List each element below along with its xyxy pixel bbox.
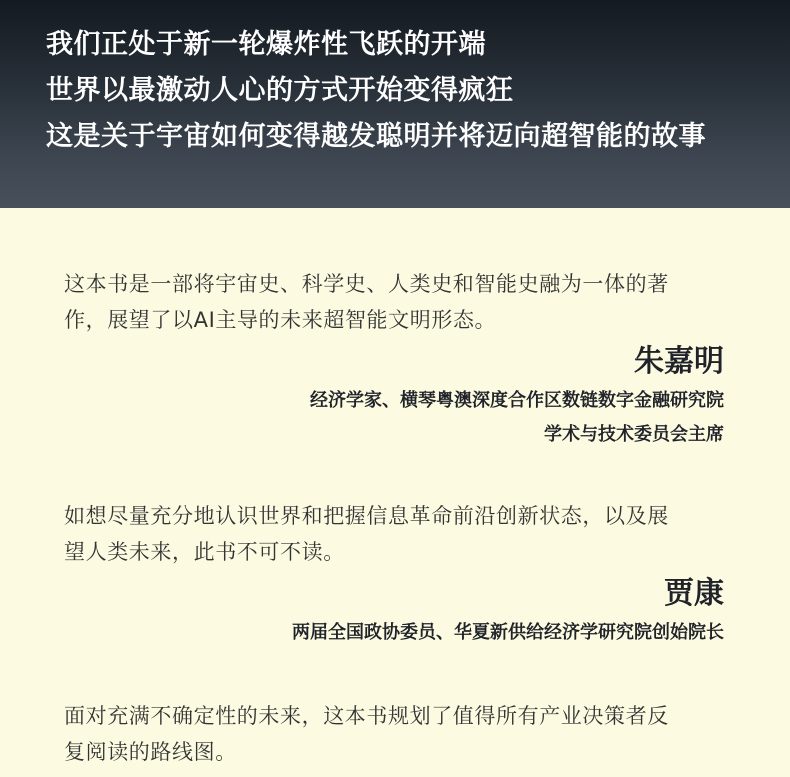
- endorsement-author: 贾康: [664, 576, 724, 611]
- header-banner: [0, 0, 790, 208]
- endorsement-1: [64, 266, 724, 452]
- endorsements-section: [0, 208, 790, 770]
- endorsement-role: 两届全国政协委员、华夏新供给经济学研究院创始院长: [292, 622, 724, 643]
- quote-line: 如想尽量充分地认识世界和把握信息革命前沿创新状态，以及展: [64, 504, 669, 528]
- quote-line: 这本书是一部将宇宙史、科学史、人类史和智能史融为一体的著: [64, 272, 669, 296]
- quote-line: 望人类未来，此书不可不读。: [64, 540, 345, 564]
- header-line-1: 我们正处于新一轮爆炸性飞跃的开端: [46, 29, 486, 60]
- endorsement-author: 朱嘉明: [634, 344, 724, 379]
- quote-line: 复阅读的路线图。: [64, 740, 237, 764]
- quote-line: 面对充满不确定性的未来，这本书规划了值得所有产业决策者反: [64, 704, 669, 728]
- endorsement-2: [64, 498, 724, 650]
- endorsement-role: 经济学家、横琴粤澳深度合作区数链数字金融研究院: [310, 390, 724, 411]
- header-line-3: 这是关于宇宙如何变得越发聪明并将迈向超智能的故事: [46, 121, 706, 152]
- endorsement-quote: [64, 498, 724, 570]
- endorsement-role: 学术与技术委员会主席: [544, 424, 724, 445]
- header-line-2: 世界以最激动人心的方式开始变得疯狂: [46, 75, 514, 106]
- endorsement-quote: [64, 698, 724, 770]
- endorsement-3: [64, 698, 724, 770]
- quote-line: 作，展望了以AI主导的未来超智能文明形态。: [64, 308, 497, 332]
- endorsement-quote: [64, 266, 724, 338]
